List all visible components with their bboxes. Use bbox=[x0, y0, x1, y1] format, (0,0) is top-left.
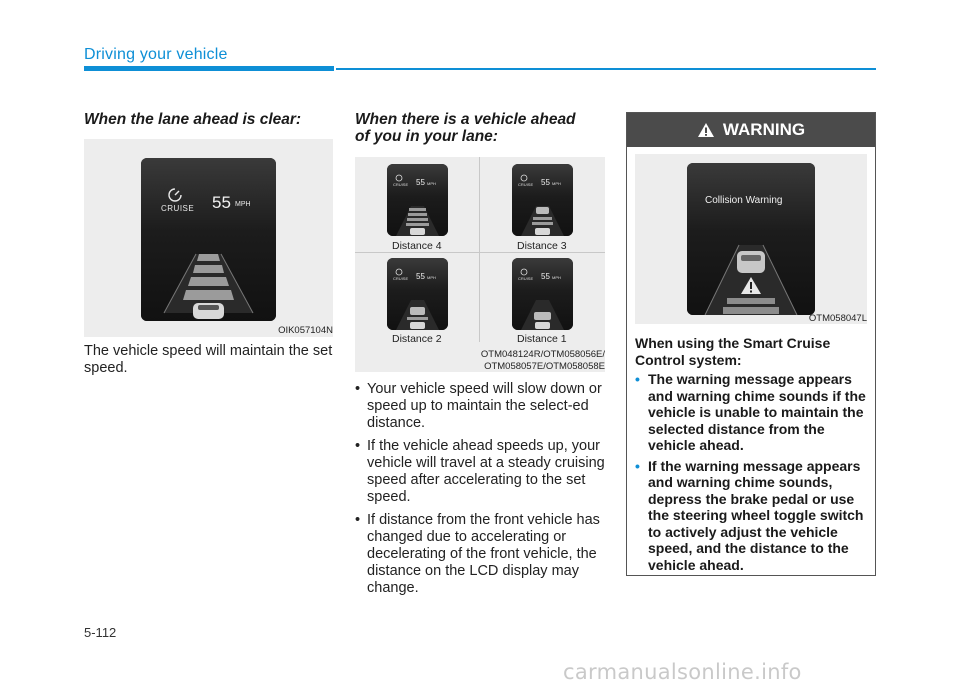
collision-warning-message: Collision Warning bbox=[705, 195, 783, 206]
figure-code: OTM058047L bbox=[808, 313, 867, 324]
section-title: Driving your vehicle bbox=[84, 46, 228, 63]
list-item: • The warning message appears and warning chime sounds if the vehicle is unable to maintain the selected distance from the vehicle ahead. bbox=[635, 371, 866, 453]
cruise-label: CRUISE bbox=[161, 204, 195, 213]
caption-distance-4: Distance 4 bbox=[392, 240, 442, 252]
warning-box bbox=[626, 112, 876, 576]
cluster-distance-1: CRUISE 55 MPH bbox=[512, 258, 573, 330]
col2-heading-line2: of you in your lane: bbox=[355, 128, 498, 145]
cluster-collision-display bbox=[687, 163, 815, 315]
speed-unit: MPH bbox=[235, 201, 251, 208]
list-item: • If the warning message appears and warning chime sounds, depress the brake pedal or use the steering wheel toggle switch to actively adjust the vehicle speed, and the distance to the vehicle ahead. bbox=[635, 457, 864, 573]
caption-distance-1: Distance 1 bbox=[517, 333, 567, 345]
caption-distance-3: Distance 3 bbox=[517, 240, 567, 252]
cluster-distance-2: CRUISE 55 MPH bbox=[387, 258, 448, 330]
figure-distance-grid bbox=[355, 157, 605, 372]
set-speed: 55 bbox=[212, 193, 231, 212]
warning-subheading: When using the Smart Cruise Control system: bbox=[635, 335, 831, 368]
figure-lane-clear bbox=[84, 139, 333, 337]
header-rule-thick bbox=[84, 66, 334, 71]
figure-code-line2: OTM058057E/OTM058058E bbox=[484, 361, 605, 372]
list-item: • If distance from the front vehicle has changed due to accelerating or decelerating of the front vehicle, the distance on the LCD display may change. bbox=[355, 512, 600, 596]
figure-code: OIK057104N bbox=[278, 325, 333, 336]
cluster-graphic bbox=[141, 158, 276, 321]
header-rule-thin bbox=[336, 68, 876, 70]
cluster-display bbox=[141, 158, 276, 321]
list-item: • If the vehicle ahead speeds up, your vehicle will travel at a steady cruising speed after accelerating to the set speed. bbox=[355, 438, 605, 505]
col1-heading: When the lane ahead is clear: bbox=[84, 111, 302, 128]
cluster-distance-3: CRUISE 55 MPH bbox=[512, 164, 573, 236]
warning-header bbox=[627, 113, 875, 147]
own-car-icon bbox=[193, 303, 224, 319]
figure-collision-warning bbox=[635, 154, 867, 324]
warning-title: WARNING bbox=[722, 120, 806, 139]
warning-bullet-list bbox=[635, 371, 869, 577]
col2-bullet-list bbox=[355, 381, 605, 603]
col1-body: The vehicle speed will maintain the set speed. bbox=[84, 343, 333, 376]
vehicle-ahead-icon bbox=[737, 251, 765, 273]
figure-code-line1: OTM048124R/OTM058056E/ bbox=[480, 349, 605, 360]
cluster-distance-4: CRUISE 55 MPH bbox=[387, 164, 448, 236]
warning-triangle-icon bbox=[697, 122, 715, 138]
page-number: 5-112 bbox=[84, 625, 117, 640]
col2-heading-line1: When there is a vehicle ahead bbox=[355, 111, 576, 128]
caption-distance-2: Distance 2 bbox=[392, 333, 442, 345]
list-item: • Your vehicle speed will slow down or speed up to maintain the select-ed distance. bbox=[355, 381, 602, 431]
watermark: carmanualsonline.info bbox=[563, 660, 802, 684]
cruise-icon bbox=[169, 189, 181, 201]
